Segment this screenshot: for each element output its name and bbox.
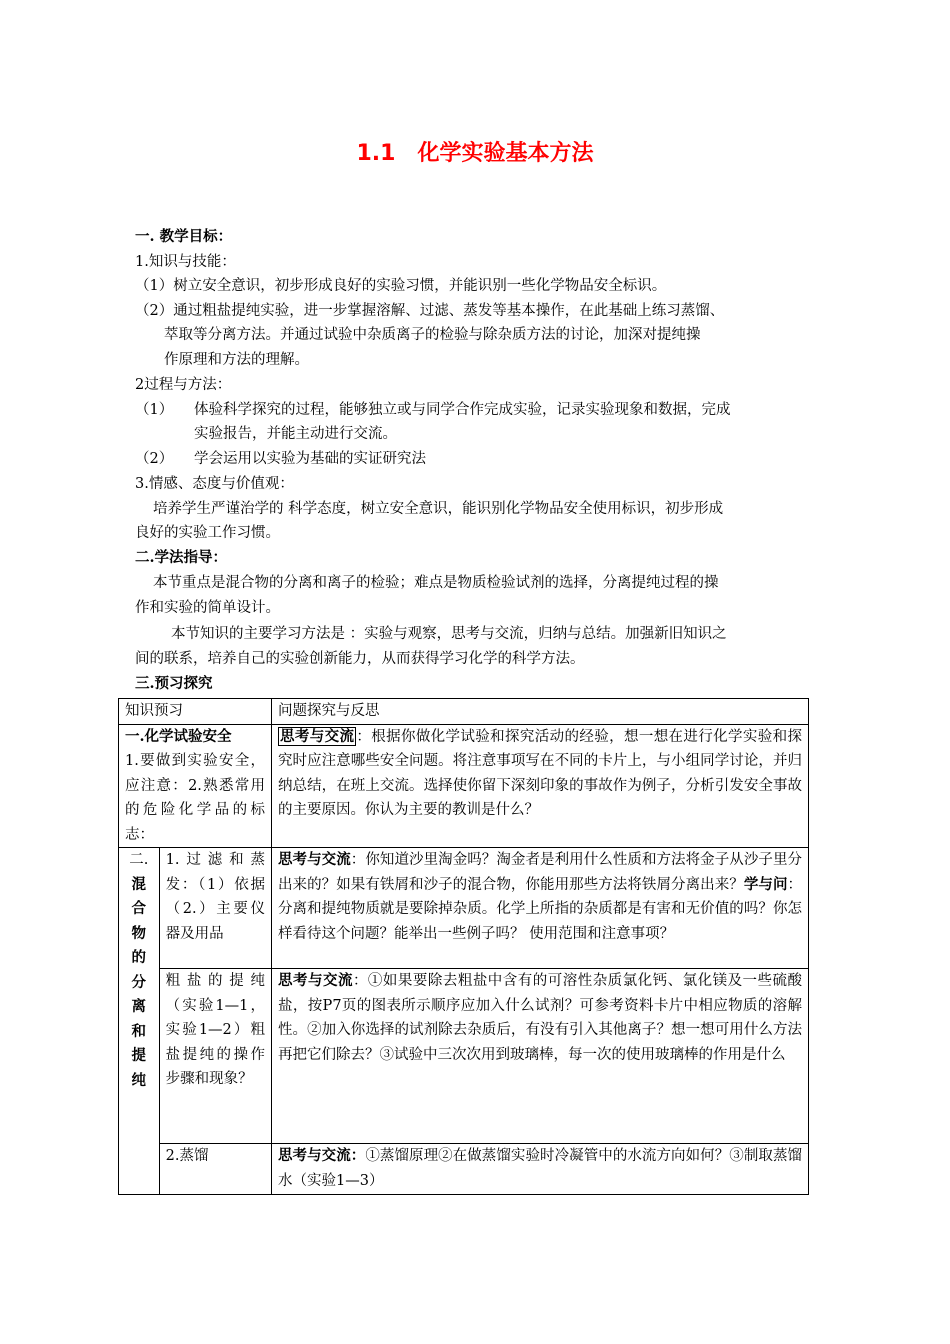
- think-discuss-label: 思考与交流：: [278, 1147, 366, 1164]
- safety-body: 1.要做到实验安全，应注意：2.熟悉常用的危险化学品的标志：: [125, 753, 265, 843]
- group-label-char: 物: [131, 924, 147, 942]
- think-discuss-label: 思考与交流: [278, 972, 353, 989]
- objective-knowledge-item-1: （1）树立安全意识，初步形成良好的实验习惯，并能识别一些化学物品安全标识。: [135, 278, 667, 294]
- method-paragraph-2: 本节知识的主要学习方法是 ：实验与观察，思考与交流，归纳与总结。加强新旧知识之: [171, 626, 727, 642]
- filtration-cell: 1.过滤和蒸发：（1）依据（2.）主要仪器及用品: [159, 848, 271, 969]
- group-label-char: 分: [131, 973, 147, 991]
- method-paragraph-1-cont: 作和实验的简单设计。: [135, 600, 280, 616]
- table-header-knowledge: 知识预习: [119, 699, 272, 725]
- objective-attitude-label: 3.情感、态度与价值观：: [135, 476, 294, 492]
- separation-group-label: [119, 848, 160, 1195]
- method-paragraph-2-cont: 间的联系，培养自己的实验创新能力，从而获得学习化学的科学方法。: [135, 651, 585, 667]
- objective-knowledge-item-2-cont: 作原理和方法的理解。: [164, 352, 309, 368]
- table-header-row: [119, 699, 809, 725]
- salt-purification-discussion-text: ：①如果要除去粗盐中含有的可溶性杂质氯化钙、氯化镁及一些硫酸盐，按P7页的图表所示顺序应加入什么试剂？可参考资料卡片中相应物质的溶解性。②加入你选择的试剂除去杂质后，有没有引入其他离子？想一想可用什么方法再把它们除去？③试验中三次次用到玻璃棒，每一次的使用玻璃棒的作用是什么: [278, 973, 803, 1063]
- salt-purification-discussion-cell: [272, 969, 809, 1144]
- think-discuss-label: 思考与交流: [280, 727, 355, 745]
- salt-purification-cell: 粗盐的提纯（实验1—1，实验1—2）粗盐提纯的操作步骤和现象？: [159, 969, 271, 1144]
- table-row: [119, 848, 809, 969]
- group-label-char: 离: [131, 998, 147, 1015]
- filtration-discussion-cell: [272, 848, 809, 969]
- group-label-char: 纯: [131, 1071, 147, 1089]
- learn-ask-text: ：分离和提纯物质就是要除掉杂质。化学上所指的杂质都是有害和无价值的吗？你怎样看待这个问题？能举出一些例子吗？ 使用范围和注意事项？: [278, 876, 802, 942]
- table-header-inquiry: 问题探究与反思: [272, 699, 809, 725]
- objective-knowledge-item-2: （2）通过粗盐提纯实验，进一步掌握溶解、过滤、蒸发等基本操作，在此基础上练习蒸馏、: [135, 303, 725, 319]
- safety-title: 一.化学试验安全: [125, 727, 232, 745]
- objective-process-item-1-cont: 实验报告，并能主动进行交流。: [194, 426, 397, 442]
- objective-process-item-1-number: （1）: [135, 402, 174, 418]
- learn-ask-label: 学与问: [743, 875, 788, 893]
- group-label-char: 混: [131, 875, 147, 893]
- table-row: [119, 724, 809, 848]
- objective-knowledge-label: 1.知识与技能：: [135, 254, 236, 270]
- objective-process-item-2: 学会运用以实验为基础的实证研究法: [194, 451, 426, 467]
- method-paragraph-1: 本节重点是混合物的分离和离子的检验；难点是物质检验试剂的选择，分离提纯过程的操: [153, 575, 719, 591]
- distillation-discussion-text: ①蒸馏原理②在做蒸馏实验时冷凝管中的水流方向如何？③制取蒸馏水（实验1—3）: [278, 1148, 802, 1189]
- preview-table: [118, 698, 809, 1195]
- objective-process-item-2-number: （2）: [135, 451, 174, 467]
- objective-knowledge-item-2-cont: 萃取等分离方法。并通过试验中杂质离子的检验与除杂质方法的讨论，加深对提纯操: [164, 327, 701, 343]
- group-label-char: 的: [131, 949, 147, 966]
- table-row: [119, 969, 809, 1144]
- distillation-cell: 2.蒸馏: [159, 1144, 271, 1195]
- group-label-char: 和: [131, 1022, 147, 1040]
- section-heading-method: 二.学法指导：: [135, 549, 228, 566]
- think-discuss-label: 思考与交流: [278, 851, 351, 868]
- group-label-char: 合: [131, 900, 147, 917]
- section-heading-preview: 三.预习探究: [135, 675, 213, 692]
- safety-cell: [119, 724, 272, 848]
- group-label-char: 二.: [129, 852, 149, 868]
- page-title: 1.1 化学实验基本方法: [356, 141, 594, 166]
- table-row: [119, 1144, 809, 1195]
- section-heading-objectives: 一. 教学目标：: [135, 228, 233, 245]
- objective-attitude-text-cont: 良好的实验工作习惯。: [135, 525, 280, 541]
- objective-process-item-1: 体验科学探究的过程，能够独立或与同学合作完成实验，记录实验现象和数据，完成: [194, 402, 731, 418]
- objective-process-label: 2过程与方法：: [135, 377, 232, 393]
- filtration-discussion-text: ：你知道沙里淘金吗？淘金者是利用什么性质和方法将金子从沙子里分出来的？如果有铁屑和沙子的混合物，你能用那些方法将铁屑分离出来？: [278, 852, 803, 893]
- objective-attitude-text: 培养学生严谨治学的 科学态度，树立安全意识，能识别化学物品安全使用标识，初步形成: [153, 501, 724, 517]
- distillation-discussion-cell: [272, 1144, 809, 1195]
- group-label-char: 提: [131, 1047, 147, 1064]
- safety-discussion-cell: [272, 724, 809, 848]
- safety-discussion-text: ：根据你做化学试验和探究活动的经验，想一想在进行化学实验和探究时应注意哪些安全问题。将注意事项写在不同的卡片上，与小组同学讨论，并归纳总结，在班上交流。选择使你留下深刻印象的事故作为例子，分析引发安全事故的主要原因。你认为主要的教训是什么？: [278, 728, 803, 818]
